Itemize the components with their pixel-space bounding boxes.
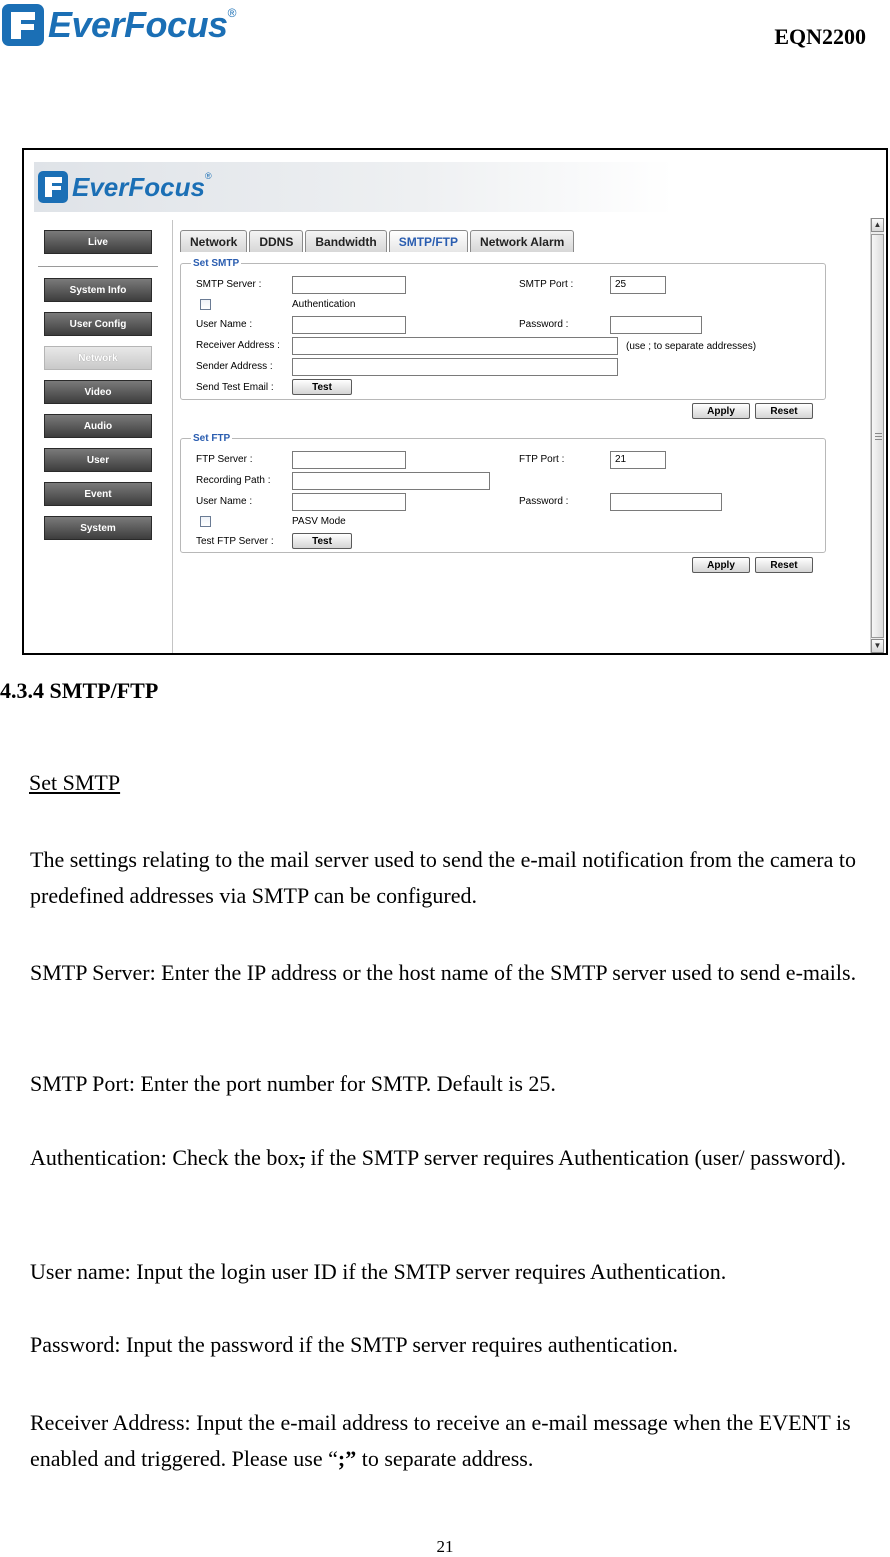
smtp-port-label: SMTP Port : <box>519 279 574 290</box>
authentication-text-start: Authentication: Check the box <box>30 1145 300 1170</box>
pasv-mode-label: PASV Mode <box>292 516 346 527</box>
test-ftp-server-label: Test FTP Server : <box>196 536 274 547</box>
smtp-server-paragraph: SMTP Server: Enter the IP address or the host name of the SMTP server used to send e-mails. <box>30 960 857 985</box>
receiver-semicolon: ; <box>337 1446 346 1471</box>
receiver-closing-quote: ” <box>345 1446 357 1471</box>
tab-network-alarm[interactable]: Network Alarm <box>470 230 574 252</box>
tab-smtp-ftp[interactable]: SMTP/FTP <box>389 230 468 252</box>
sidebar-divider <box>172 220 173 655</box>
intro-paragraph: The settings relating to the mail server used to send the e-mail notification from the camera to predefined addresses via SMTP can be configured. <box>30 847 856 908</box>
banner-logo-text: EverFocus <box>72 171 205 202</box>
screenshot-banner <box>34 162 674 212</box>
ftp-server-label: FTP Server : <box>196 454 253 465</box>
model-name: EQN2200 <box>774 24 866 49</box>
smtp-port-paragraph: SMTP Port: Enter the port number for SMTP. Default is 25. <box>30 1071 556 1096</box>
sidebar-button-system-info[interactable]: System Info <box>44 278 152 302</box>
ftp-apply-button[interactable]: Apply <box>692 557 750 573</box>
receiver-address-input[interactable] <box>292 337 618 355</box>
smtp-ftp-screenshot <box>22 148 888 655</box>
recording-path-label: Recording Path : <box>196 475 271 486</box>
scroll-grip-icon <box>875 433 882 440</box>
smtp-password-label: Password : <box>519 319 569 330</box>
logo-text: EverFocus <box>48 4 228 45</box>
ftp-user-name-input[interactable] <box>292 493 406 511</box>
ftp-test-button[interactable]: Test <box>292 533 352 549</box>
scrollbar-thumb[interactable] <box>871 234 884 638</box>
ftp-user-name-label: User Name : <box>196 496 253 507</box>
receiver-address-hint: (use ; to separate addresses) <box>626 341 757 352</box>
page-number: 21 <box>436 1537 454 1556</box>
scroll-up-icon[interactable]: ▲ <box>871 218 884 232</box>
logo-registered-mark: ® <box>227 6 237 20</box>
send-test-email-label: Send Test Email : <box>196 382 274 393</box>
banner-logo-mark-icon <box>38 171 68 203</box>
smtp-group <box>180 258 826 400</box>
sender-address-label: Sender Address : <box>196 361 273 372</box>
smtp-test-button[interactable]: Test <box>292 379 352 395</box>
smtp-password-input[interactable] <box>610 316 702 334</box>
ftp-reset-button[interactable]: Reset <box>755 557 813 573</box>
sidebar-button-event[interactable]: Event <box>44 482 152 506</box>
ftp-password-label: Password : <box>519 496 569 507</box>
ftp-password-input[interactable] <box>610 493 722 511</box>
recording-path-input[interactable] <box>292 472 490 490</box>
smtp-user-name-label: User Name : <box>196 319 253 330</box>
sidebar-button-system[interactable]: System <box>44 516 152 540</box>
ftp-port-input[interactable]: 21 <box>610 451 666 469</box>
sidebar-separator <box>38 266 158 267</box>
smtp-user-name-input[interactable] <box>292 316 406 334</box>
set-smtp-subheading: Set SMTP <box>29 770 121 795</box>
sidebar-button-video[interactable]: Video <box>44 380 152 404</box>
tab-network[interactable]: Network <box>180 230 247 252</box>
authentication-text-end: if the SMTP server requires Authentication (user/ password). <box>304 1145 847 1170</box>
smtp-server-label: SMTP Server : <box>196 279 262 290</box>
ftp-port-label: FTP Port : <box>519 454 565 465</box>
logo-mark-icon <box>2 4 44 46</box>
section-title: 4.3.4 SMTP/FTP <box>0 678 159 703</box>
sidebar-button-live[interactable]: Live <box>44 230 152 254</box>
sidebar-button-user-config[interactable]: User Config <box>44 312 152 336</box>
sidebar-button-audio[interactable]: Audio <box>44 414 152 438</box>
authentication-paragraph <box>30 1140 880 1176</box>
sidebar-button-user[interactable]: User <box>44 448 152 472</box>
smtp-reset-button[interactable]: Reset <box>755 403 813 419</box>
smtp-authentication-checkbox[interactable] <box>200 299 211 310</box>
banner-logo-registered-mark: ® <box>204 171 212 181</box>
ftp-group-legend: Set FTP <box>193 433 231 444</box>
vertical-scrollbar[interactable] <box>870 218 884 654</box>
password-paragraph: Password: Input the password if the SMTP server requires authentication. <box>30 1332 679 1357</box>
authentication-struck-comma: , <box>299 1145 305 1170</box>
scroll-down-icon[interactable]: ▼ <box>871 639 884 653</box>
smtp-apply-button[interactable]: Apply <box>692 403 750 419</box>
receiver-address-label: Receiver Address : <box>196 340 280 351</box>
receiver-text-start: Receiver Address: Input the e-mail address to receive an e-mail message when the EVENT is enabled and triggered. Please use “ <box>30 1410 851 1471</box>
tab-ddns[interactable]: DDNS <box>249 230 303 252</box>
user-name-paragraph: User name: Input the login user ID if the SMTP server requires Authentication. <box>30 1259 727 1284</box>
smtp-server-input[interactable] <box>292 276 406 294</box>
settings-tabs <box>180 230 576 252</box>
smtp-group-legend: Set SMTP <box>193 258 240 269</box>
ftp-group <box>180 433 826 553</box>
receiver-text-end: to separate address. <box>356 1446 534 1471</box>
pasv-mode-checkbox[interactable] <box>200 516 211 527</box>
smtp-port-input[interactable]: 25 <box>610 276 666 294</box>
smtp-authentication-label: Authentication <box>292 299 356 310</box>
everfocus-logo <box>2 4 236 46</box>
sender-address-input[interactable] <box>292 358 618 376</box>
tab-bandwidth[interactable]: Bandwidth <box>305 230 386 252</box>
receiver-address-paragraph <box>30 1405 880 1477</box>
sidebar-button-network[interactable]: Network <box>44 346 152 370</box>
ftp-server-input[interactable] <box>292 451 406 469</box>
